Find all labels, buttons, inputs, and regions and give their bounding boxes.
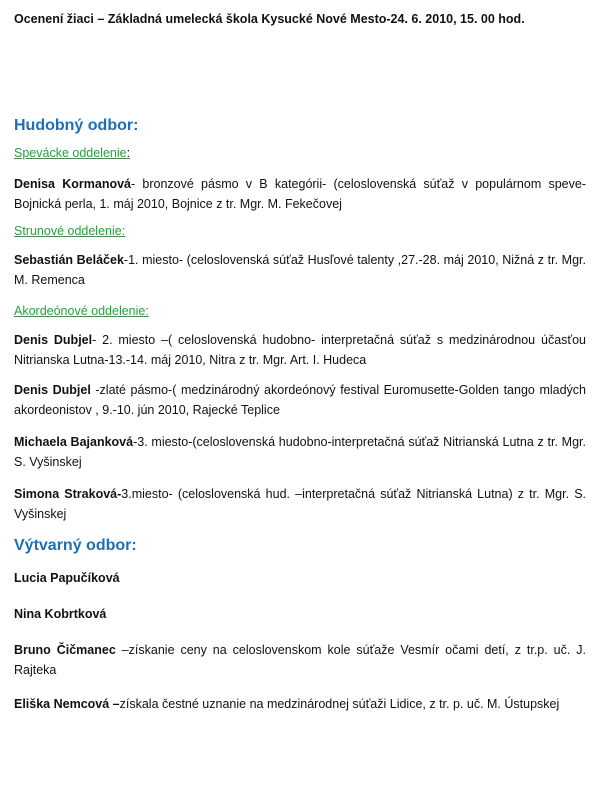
student-name: Simona Straková- bbox=[14, 487, 122, 501]
vocal-subheading-colon: : bbox=[126, 146, 131, 160]
award-description: -3. miesto-(celoslovenská hudobno-interpretačná súťaž Nitrianská Lutna z tr. Mgr. S. Vyšinskej bbox=[14, 435, 586, 469]
award-entry-dubjel-2 bbox=[14, 380, 586, 420]
award-entry-bajankova bbox=[14, 432, 586, 472]
student-name: Lucia Papučíková bbox=[14, 571, 120, 585]
accordion-subheading: Akordeónové oddelenie: bbox=[14, 304, 149, 318]
award-description: -zlaté pásmo-( medzinárodný akordeónový festival Euromusette-Golden tango mladých akordeonistov , 9.-10. jún 2010, Rajecké Teplice bbox=[14, 383, 586, 417]
award-description: 3.miesto- (celoslovenská hud. –interpretačná súťaž Nitrianská Lutna) z tr. Mgr. S. Vyšinskej bbox=[14, 487, 587, 521]
student-name: Denis Dubjel bbox=[14, 333, 93, 347]
award-description: získala čestné uznanie na medzinárodnej súťaži Lidice, z tr. p. uč. M. Ústupskej bbox=[119, 697, 560, 711]
student-name: Bruno Čičmanec bbox=[14, 643, 116, 657]
award-description: -1. miesto- (celoslovenská súťaž Husľové talenty ,27.-28. máj 2010, Nižná z tr. Mgr. M. Remenca bbox=[14, 253, 586, 287]
document-page bbox=[14, 10, 586, 714]
document-title: Ocenení žiaci – Základná umelecká škola Kysucké Nové Mesto-24. 6. 2010, 15. 00 hod. bbox=[14, 12, 525, 26]
award-entry-nemcova bbox=[14, 694, 586, 714]
vocal-subheading bbox=[14, 144, 586, 162]
award-entry-papucikova bbox=[14, 568, 586, 588]
student-name: Nina Kobrtková bbox=[14, 607, 107, 621]
award-description: –získanie ceny na celoslovenskom kole súťaže Vesmír očami detí, z tr.p. uč. J. Rajteka bbox=[14, 643, 586, 677]
award-entry-dubjel-1 bbox=[14, 330, 586, 370]
award-description: - bronzové pásmo v B kategórii- (celoslovenská súťaž v populárnom speve- Bojnická perla, 1. máj 2010, Bojnice z tr. Mgr. M. Fekečovej bbox=[14, 177, 586, 211]
award-entry-kormanova bbox=[14, 174, 586, 214]
student-name: Denisa Kormanová bbox=[14, 177, 131, 191]
student-name: Denis Dubjel bbox=[14, 383, 91, 397]
award-entry-kobrtkova bbox=[14, 604, 586, 624]
art-section-heading: Výtvarný odbor: bbox=[14, 537, 137, 554]
student-name: Sebastián Beláček bbox=[14, 253, 124, 267]
award-description: - 2. miesto –( celoslovenská hudobno- interpretačná súťaž s medzinárodnou účasťou Nitrianska Lutna-13.-14. máj 2010, Nitra z tr. Mgr. Art. I. Hudeca bbox=[14, 333, 586, 367]
student-name: Eliška Nemcová – bbox=[14, 697, 120, 711]
student-name: Michaela Bajanková bbox=[14, 435, 134, 449]
award-entry-cicmanec bbox=[14, 640, 586, 680]
strings-subheading: Strunové oddelenie: bbox=[14, 224, 126, 238]
award-entry-belacek bbox=[14, 250, 586, 290]
vocal-subheading-label: Spevácke oddelenie bbox=[14, 146, 127, 160]
music-section-heading: Hudobný odbor: bbox=[14, 117, 139, 134]
award-entry-strakova bbox=[14, 484, 586, 524]
